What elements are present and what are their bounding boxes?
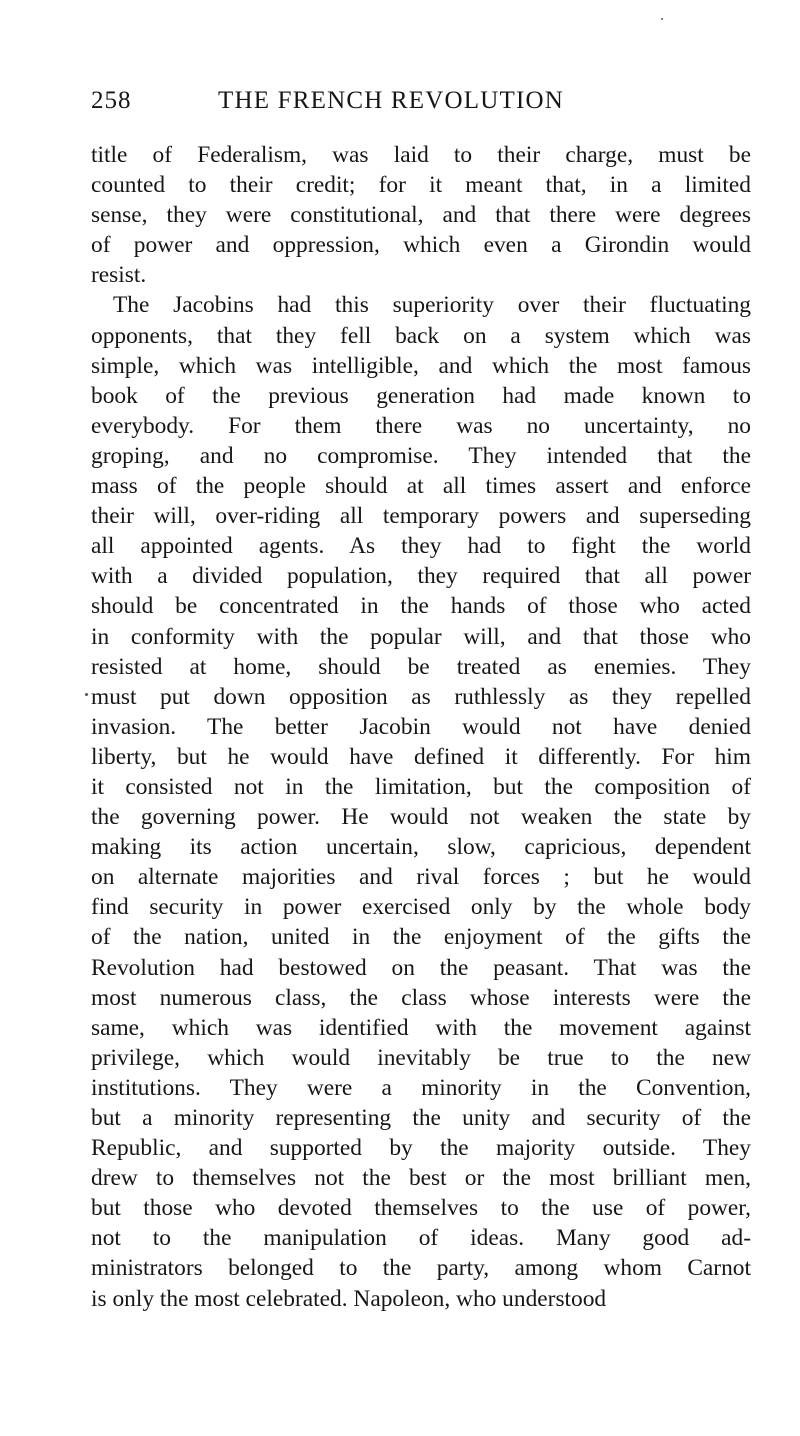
text-line: in conformity with the popular will, and that those who — [91, 623, 751, 650]
text-line: but a minority representing the unity and security of the — [91, 1105, 751, 1131]
text-line: The Jacobins had this superiority over their fluctuating — [113, 292, 751, 319]
text-line: all appointed agents. As they had to fight the world — [91, 533, 751, 560]
scan-speck — [661, 18, 663, 20]
text-line: with a divided population, they required that all power — [91, 563, 751, 590]
text-line: mass of the people should at all times assert and enforce — [91, 473, 751, 500]
text-line: resist. — [91, 262, 147, 289]
text-line: Revolution had bestowed on the peasant. That was the — [91, 954, 751, 981]
text-line: simple, which was intelligible, and which the most famous — [91, 352, 751, 379]
page-number: 258 — [91, 87, 132, 114]
text-line: counted to their credit; for it meant that, in a limited — [91, 172, 751, 199]
text-line: the governing power. He would not weaken the state by — [91, 804, 751, 831]
text-line: making its action uncertain, slow, capricious, dependent — [91, 834, 751, 861]
text-line: should be concentrated in the hands of those who acted — [91, 593, 751, 620]
body-text — [91, 140, 751, 1314]
running-title: THE FRENCH REVOLUTION — [218, 87, 565, 114]
text-line: ministrators belonged to the party, among whom Carnot — [91, 1255, 751, 1282]
text-line: their will, over-riding all temporary powers and superseding — [91, 503, 751, 530]
text-line: groping, and no compromise. They intended that the — [91, 442, 751, 469]
text-line: find security in power exercised only by the whole body — [91, 894, 751, 921]
text-line: liberty, but he would have defined it differently. For him — [91, 743, 751, 770]
text-line: resisted at home, should be treated as enemies. They — [91, 653, 751, 680]
text-line: Republic, and supported by the majority outside. They — [91, 1135, 751, 1162]
running-head — [91, 84, 751, 118]
text-line: opponents, that they fell back on a system which was — [91, 322, 751, 349]
text-line: most numerous class, the class whose interests were the — [91, 984, 751, 1011]
text-line: of the nation, united in the enjoyment of the gifts the — [91, 924, 751, 951]
scan-speck — [85, 693, 88, 696]
text-line: of power and oppression, which even a Girondin would — [91, 232, 751, 259]
text-line: drew to themselves not the best or the most brilliant men, — [91, 1165, 751, 1192]
text-line: not to the manipulation of ideas. Many good ad- — [91, 1225, 751, 1252]
text-line: title of Federalism, was laid to their charge, must be — [91, 142, 751, 168]
text-line: on alternate majorities and rival forces ; but he would — [91, 864, 751, 891]
text-line: must put down opposition as ruthlessly as they repelled — [91, 683, 751, 710]
text-line: same, which was identified with the movement against — [91, 1014, 751, 1041]
text-line: institutions. They were a minority in the Convention, — [91, 1074, 751, 1101]
text-line: everybody. For them there was no uncertainty, no — [91, 412, 751, 439]
text-line: invasion. The better Jacobin would not have denied — [91, 713, 751, 740]
text-line: is only the most celebrated. Napoleon, who understood — [91, 1285, 607, 1312]
text-line: book of the previous generation had made known to — [91, 382, 751, 409]
text-line: sense, they were constitutional, and that there were degrees — [91, 202, 751, 229]
text-line: privilege, which would inevitably be true to the new — [91, 1044, 751, 1071]
text-line: it consisted not in the limitation, but the composition of — [91, 773, 751, 800]
text-line: but those who devoted themselves to the use of power, — [91, 1195, 751, 1222]
